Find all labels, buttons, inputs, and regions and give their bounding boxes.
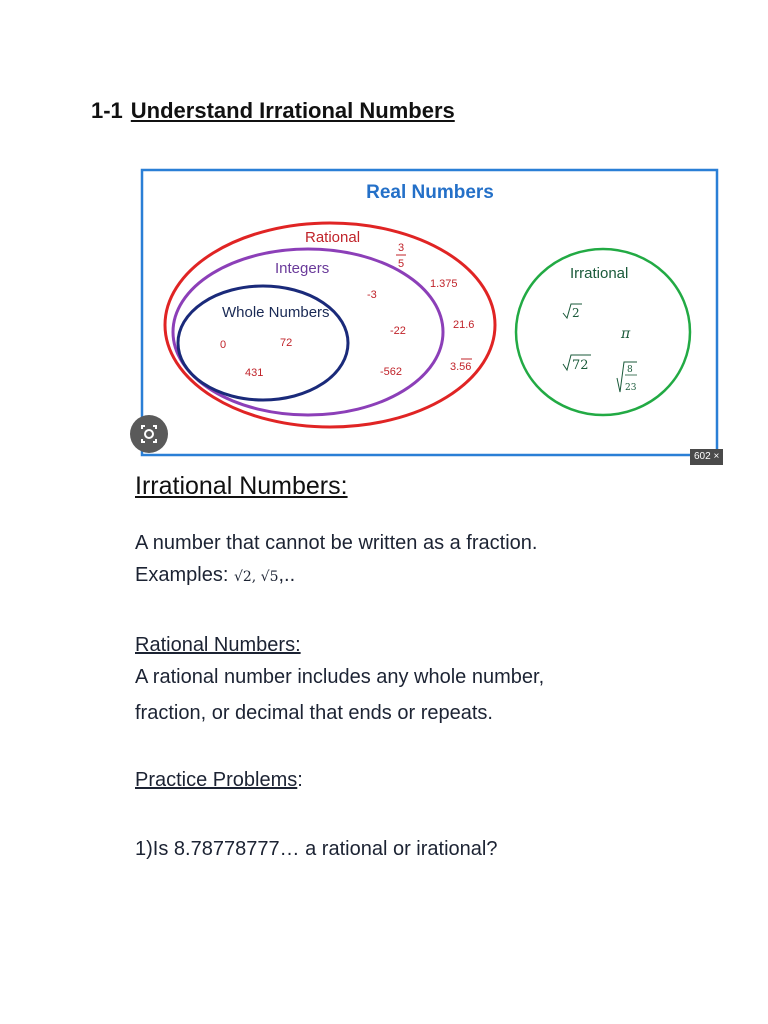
root-72-value: 72 — [572, 358, 589, 373]
root-frac-den: 23 — [625, 383, 637, 393]
practice-title: Practice Problems — [135, 769, 298, 791]
integers-label: Integers — [275, 260, 330, 277]
rational-section-title: Rational Numbers: — [135, 634, 301, 656]
heading-title: Understand Irrational Numbers — [130, 98, 455, 123]
rational-decimal-3: 3.56 — [450, 361, 472, 373]
whole-value-431: 431 — [245, 367, 264, 379]
examples-line — [135, 560, 295, 592]
rational-definition-line2: fraction, or decimal that ends or repeats. — [135, 702, 493, 724]
examples-label: Examples: — [135, 564, 234, 586]
page-heading — [91, 98, 455, 124]
lens-icon-glyph — [130, 415, 168, 453]
irrational-label: Irrational — [570, 265, 629, 282]
irrational-definition: A number that cannot be written as a fraction. — [135, 532, 538, 554]
practice-title-line — [135, 765, 303, 795]
image-size-badge: 602 × — [690, 449, 723, 465]
examples-tail: ,.. — [278, 564, 296, 586]
rational-label: Rational — [305, 229, 361, 246]
whole-value-0: 0 — [220, 339, 227, 351]
practice-colon: : — [297, 769, 303, 791]
real-numbers-diagram — [130, 160, 730, 470]
integer-value-neg562: -562 — [380, 366, 403, 378]
whole-value-72: 72 — [280, 337, 293, 349]
rational-fraction-num: 3 — [398, 242, 405, 254]
pi-value: π — [621, 326, 631, 342]
rational-fraction-den: 5 — [398, 258, 405, 270]
heading-number: 1-1 — [91, 98, 123, 123]
root-2-value: 2 — [572, 306, 580, 320]
lens-search-icon[interactable] — [130, 415, 168, 453]
diagram-title: Real Numbers — [366, 182, 494, 203]
rational-decimal-1: 1.375 — [430, 278, 458, 290]
integer-value-neg22: -22 — [390, 325, 406, 337]
rational-decimal-2: 21.6 — [453, 319, 475, 331]
root-frac-num: 8 — [627, 365, 633, 375]
rational-definition-line1: A rational number includes any whole number, — [135, 666, 545, 688]
venn-diagram — [130, 160, 730, 470]
practice-problem-1: 1)Is 8.78778777… a rational or irational? — [135, 838, 498, 860]
examples-values: √2, √5 — [233, 569, 279, 585]
irrational-section-title: Irrational Numbers: — [135, 472, 348, 500]
integer-value-neg3: -3 — [367, 289, 377, 301]
whole-numbers-label: Whole Numbers — [222, 304, 330, 321]
